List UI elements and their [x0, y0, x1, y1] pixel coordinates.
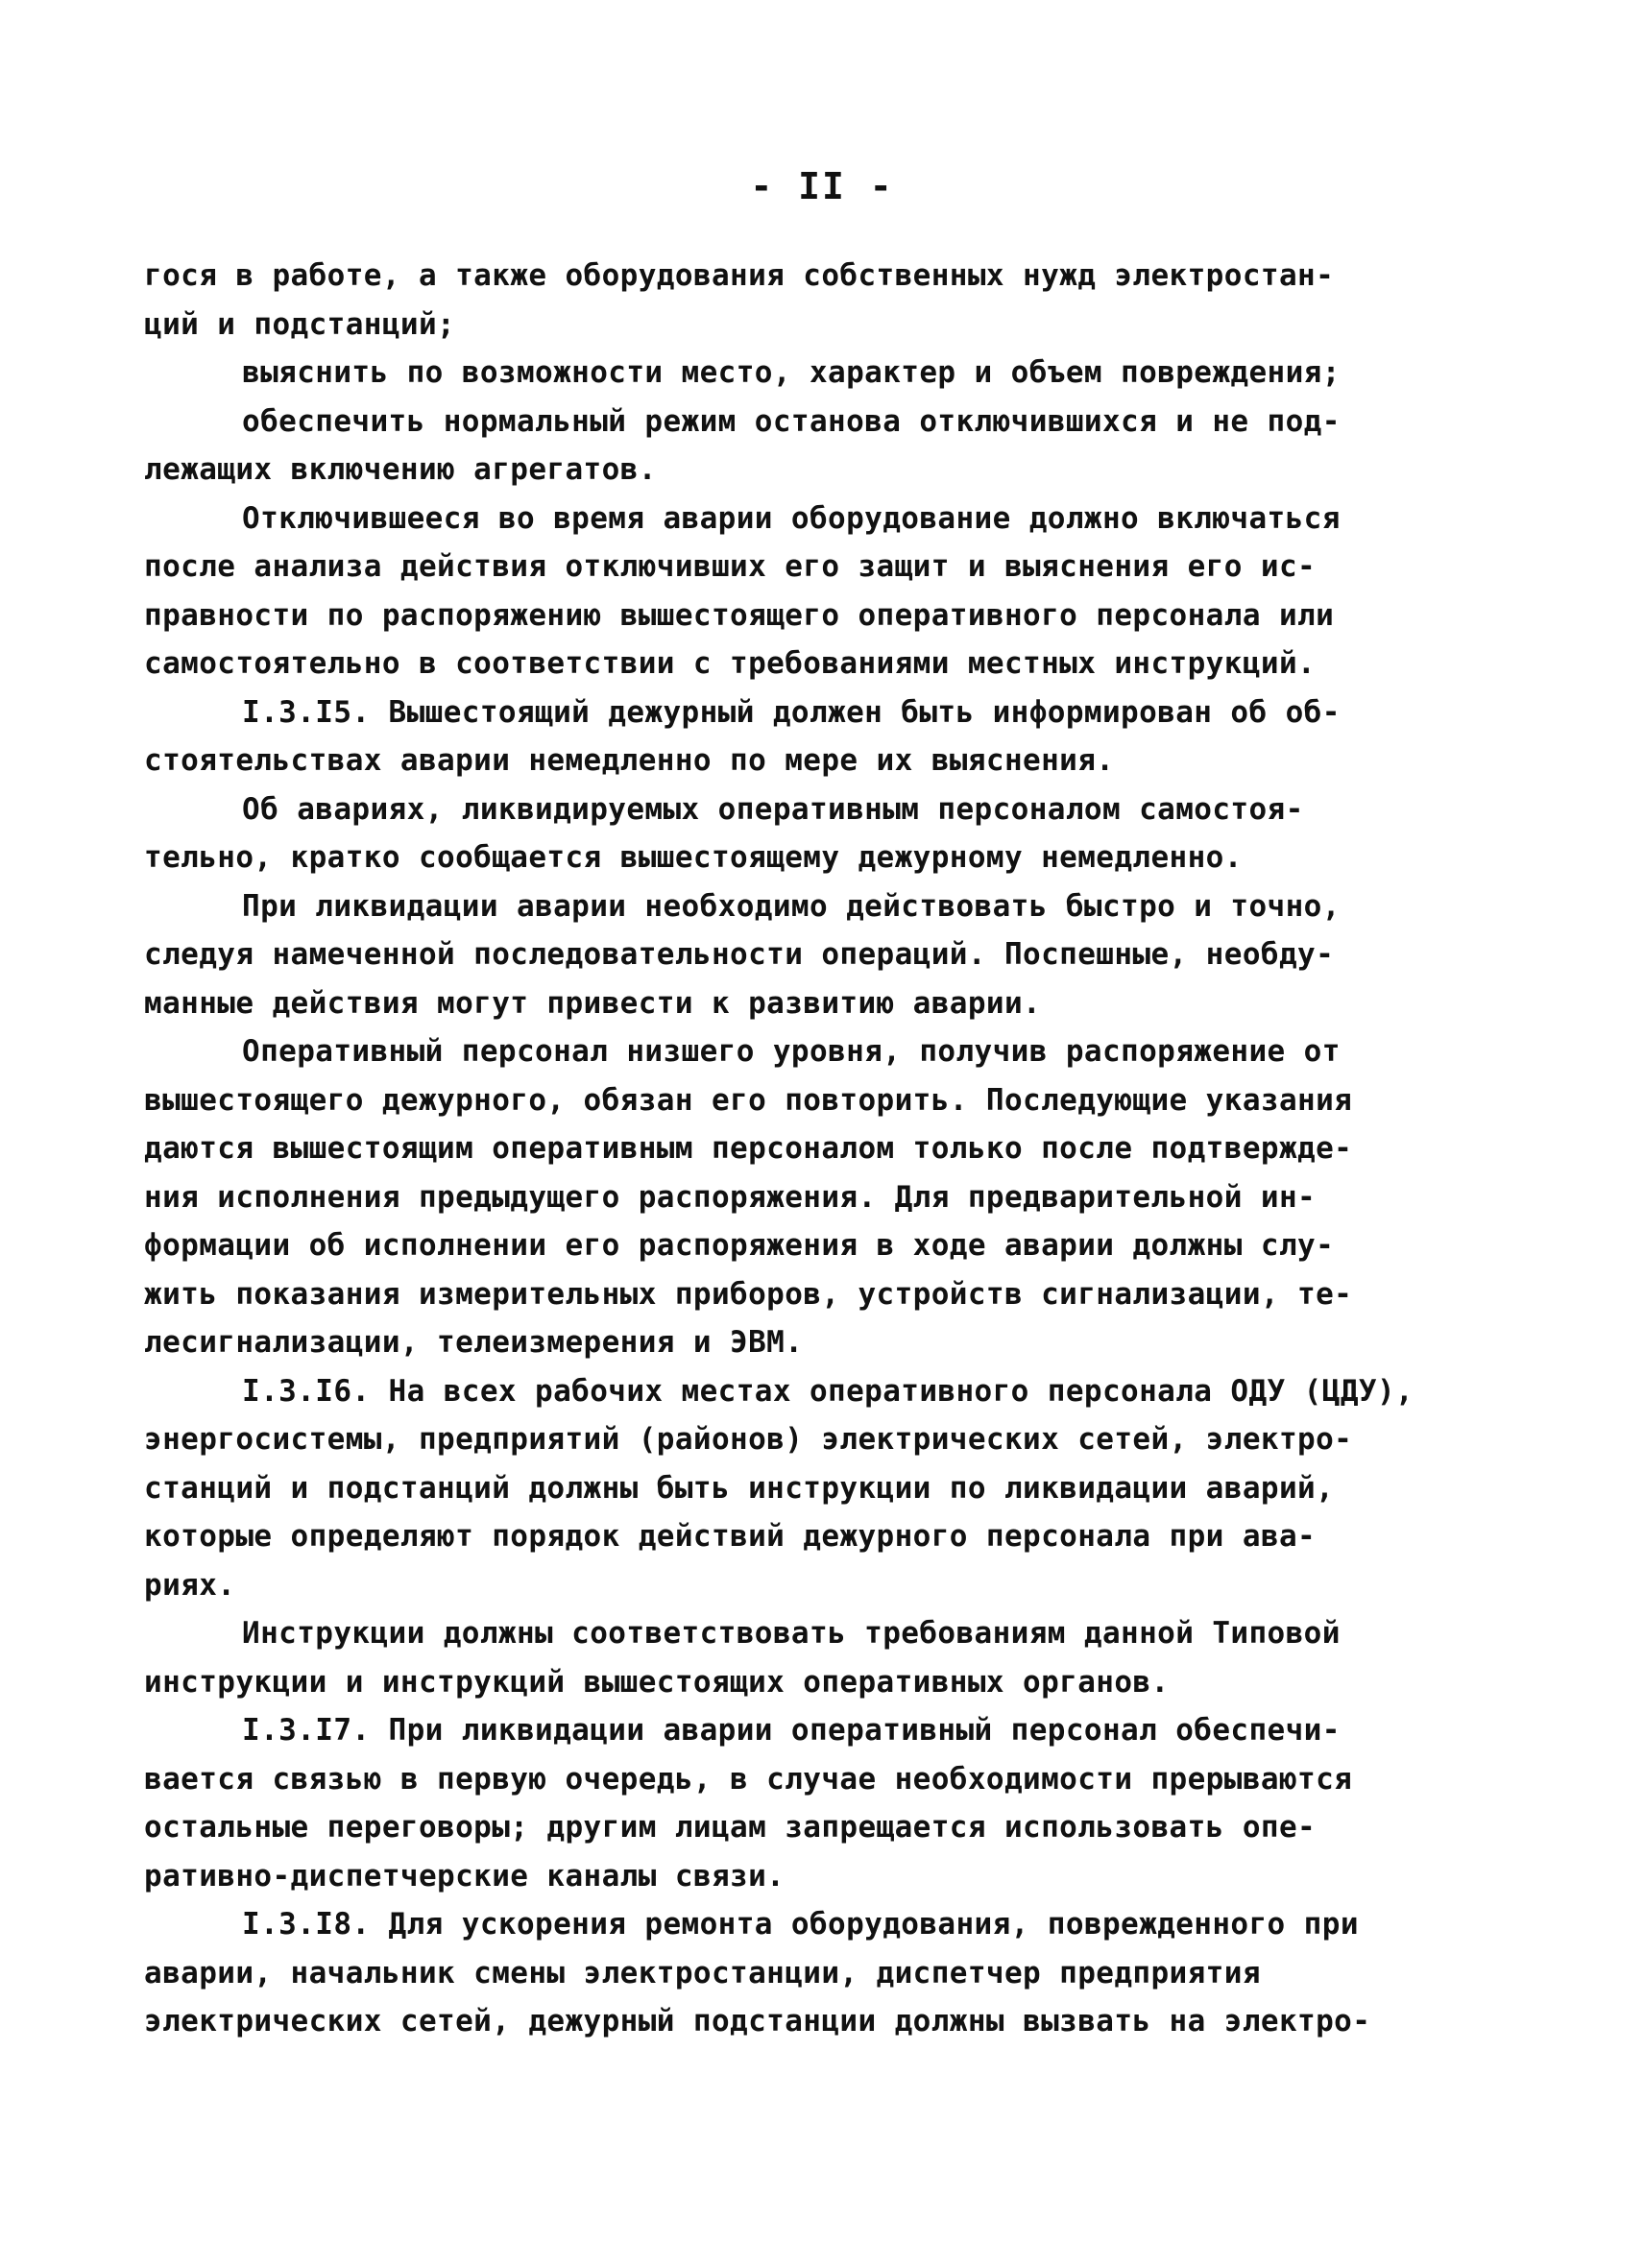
text-line: которые определяют порядок действий дежурного персонала при ава-: [144, 1519, 1317, 1554]
text-line: вышестоящего дежурного, обязан его повторить. Последующие указания: [144, 1082, 1353, 1118]
text-line: лежащих включению агрегатов.: [144, 452, 657, 487]
text-line: даются вышестоящим оперативным персоналом только после подтвержде-: [144, 1131, 1353, 1166]
text-line: после анализа действия отключивших его защит и выяснения его ис-: [144, 549, 1317, 584]
text-line: I.3.I8. Для ускорения ремонта оборудования, поврежденного при: [242, 1907, 1359, 1942]
text-line: самостоятельно в соответствии с требованиями местных инструкций.: [144, 646, 1317, 681]
text-line: I.3.I7. При ликвидации аварии оперативный персонал обеспечи-: [242, 1713, 1341, 1748]
text-line: манные действия могут привести к развитию аварии.: [144, 985, 1042, 1021]
text-line: При ликвидации аварии необходимо действовать быстро и точно,: [242, 888, 1341, 924]
text-line: ния исполнения предыдущего распоряжения. Для предварительной ин-: [144, 1179, 1317, 1215]
text-line: Оперативный персонал низшего уровня, получив распоряжение от: [242, 1034, 1341, 1069]
text-line: инструкции и инструкций вышестоящих оперативных органов.: [144, 1664, 1170, 1700]
text-line: риях.: [144, 1567, 236, 1603]
text-line: аварии, начальник смены электростанции, диспетчер предприятия: [144, 1955, 1261, 1991]
text-line: ративно-диспетчерские каналы связи.: [144, 1858, 786, 1894]
text-line: обеспечить нормальный режим останова отключившихся и не под-: [242, 403, 1341, 439]
text-line: жить показания измерительных приборов, устройств сигнализации, те-: [144, 1276, 1353, 1312]
text-line: Отключившееся во время аварии оборудование должно включаться: [242, 500, 1341, 536]
text-line: следуя намеченной последовательности операций. Поспешные, необду-: [144, 937, 1335, 972]
text-line: вается связью в первую очередь, в случае необходимости прерываются: [144, 1761, 1353, 1797]
text-line: выяснить по возможности место, характер и объем повреждения;: [242, 355, 1341, 390]
text-line: правности по распоряжению вышестоящего оперативного персонала или: [144, 597, 1335, 633]
page-number: - II -: [750, 165, 894, 207]
text-line: электрических сетей, дежурный подстанции должны вызвать на электро-: [144, 2004, 1371, 2039]
text-line: I.3.I5. Вышестоящий дежурный должен быть информирован об об-: [242, 694, 1341, 730]
text-line: тельно, кратко сообщается вышестоящему дежурному немедленно.: [144, 840, 1243, 875]
text-line: остальные переговоры; другим лицам запрещается использовать опе-: [144, 1810, 1317, 1845]
text-line: формации об исполнении его распоряжения в ходе аварии должны слу-: [144, 1228, 1335, 1263]
text-line: I.3.I6. На всех рабочих местах оперативного персонала ОДУ (ЦДУ),: [242, 1373, 1414, 1409]
text-line: ций и подстанций;: [144, 306, 456, 342]
text-line: лесигнализации, телеизмерения и ЭВМ.: [144, 1325, 804, 1360]
text-line: Инструкции должны соответствовать требованиям данной Типовой: [242, 1616, 1341, 1651]
text-line: стоятельствах аварии немедленно по мере их выяснения.: [144, 743, 1115, 778]
text-line: Об авариях, ликвидируемых оперативным персоналом самостоя-: [242, 791, 1304, 827]
text-line: гося в работе, а также оборудования собственных нужд электростан-: [144, 258, 1335, 293]
body-text: [144, 252, 1517, 2046]
text-line: энергосистемы, предприятий (районов) электрических сетей, электро-: [144, 1422, 1353, 1457]
text-line: станций и подстанций должны быть инструкции по ликвидации аварий,: [144, 1470, 1335, 1506]
